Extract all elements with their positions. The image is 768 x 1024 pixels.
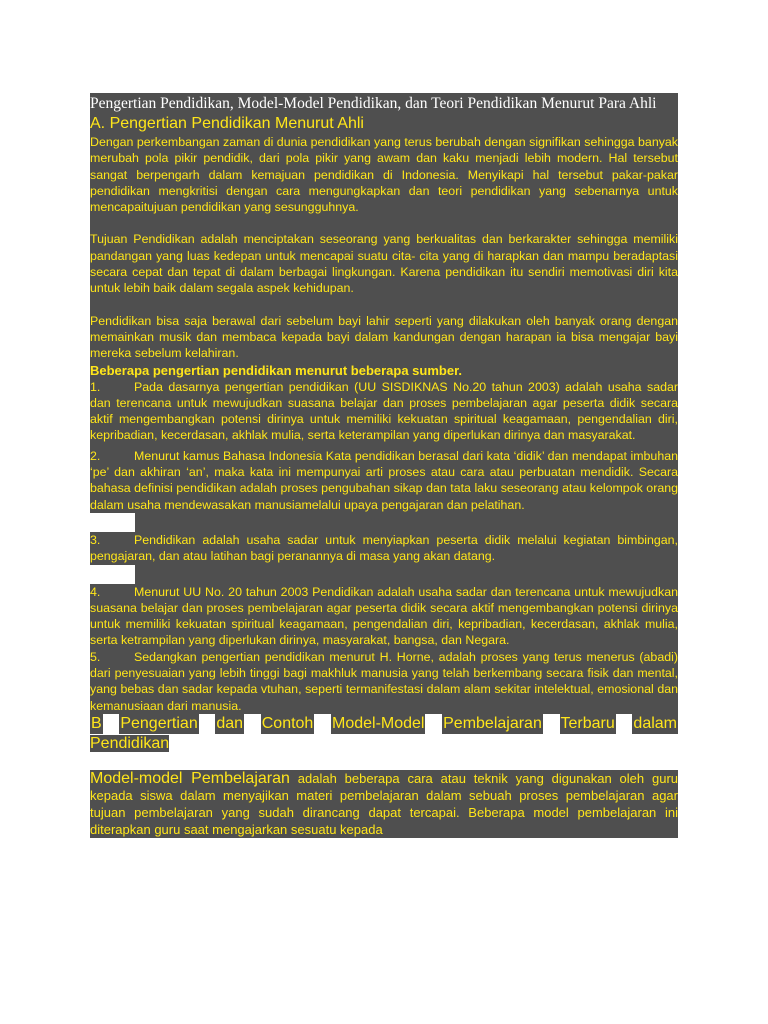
model-lead-term: Model-model Pembelajaran <box>90 769 290 787</box>
paragraph-gap <box>90 215 678 231</box>
section-b-heading <box>90 714 678 734</box>
list-item-number: 2. <box>90 448 101 463</box>
section-b-word: Pengertian <box>120 714 198 732</box>
list-item-number: 5. <box>90 649 101 664</box>
section-a-heading: A. Pengertian Pendidikan Menurut Ahli <box>90 114 678 134</box>
blank-line <box>90 513 678 532</box>
section-b-word: Terbaru <box>560 714 615 732</box>
list-item-text: Pada dasarnya pengertian pendidikan (UU SISDIKNAS No.20 tahun 2003) adalah usaha sadar dan terencana untuk mewujudkan suasana belajar dan proses pembelajaran agar peserta didik secara aktif mengembangkan potensi dirinya untuk memiliki kekuatan spiritual keagamaan, pengendalian diri, kepribadian, kecerdasan, akhlak mulia, serta keterampilan yang diperlukan dirinya dan masyarakat. <box>90 379 678 443</box>
list-item <box>90 649 678 714</box>
list-item-number: 1. <box>90 379 101 394</box>
list-item <box>90 379 678 444</box>
list-item <box>90 584 678 649</box>
list-item <box>90 448 678 513</box>
document-page <box>90 93 678 838</box>
list-item-number: 3. <box>90 532 101 547</box>
list-item-text: Menurut UU No. 20 tahun 2003 Pendidikan adalah usaha sadar dan terencana untuk mewujudkan suasana belajar dan proses pembelajaran agar peserta didik secara aktif mengembangkan potensi dirinya untuk memiliki kekuatan spiritual keagamaan, pengendalian diri, kepribadian, kecerdasan, akhlak mulia, serta ketrampilan yang diperlukan dirinya, masyarakat, bangsa, dan Negara. <box>90 584 678 648</box>
section-gap <box>90 754 678 770</box>
paragraph-bayi: Pendidikan bisa saja berawal dari sebelum bayi lahir seperti yang dilakukan oleh banyak orang dengan memainkan musik dan membaca kepada bayi dalam kandungan dengan harapan ia bisa mengajar bayi mereka sebelum kelahiran. <box>90 313 678 361</box>
paragraph-tujuan: Tujuan Pendidikan adalah menciptakan seseorang yang berkualitas dan berkarakter sehingga memiliki pandangan yang luas kedepan untuk mencapai suatu cita- cita yang di harapkan dan mampu beradaptasi secara cepat dan tepat di dalam berbagai lingkungan. Karena pendidikan itu sendiri memotivasi diri kita untuk lebih baik dalam segala aspek kehidupan. <box>90 232 678 296</box>
white-block <box>90 565 135 584</box>
list-item-text: Menurut kamus Bahasa Indonesia Kata pendidikan berasal dari kata ‘didik’ dan mendapat imbuhan ‘pe’ dan akhiran ‘an’, maka kata ini mempunyai arti proses atau cara atau perbuatan mendidik. Secara bahasa definisi pendidikan adalah proses pengubahan sikap dan tata laku seseorang atau kelompok orang dalam usaha mendewasakan manusiamelalui upaya pengajaran dan pelatihan. <box>90 448 678 512</box>
white-block <box>90 513 135 532</box>
paragraph-gap <box>90 297 678 313</box>
model-text: adalah beberapa cara atau teknik yang digunakan oleh guru kepada siswa dalam menyajikan materi pembelajaran dalam sebuah proses pembelajaran agar tujuan pembelajaran yang sudah dirancang dapat tercapai. Beberapa model pembelajaran ini diterapkan guru saat mengajarkan sesuatu kepada <box>90 770 679 837</box>
document-title: Pengertian Pendidikan, Model-Model Pendidikan, dan Teori Pendidikan Menurut Para Ahli <box>90 93 678 114</box>
section-b-word: Pembelajaran <box>443 714 542 732</box>
section-b-word: dan <box>216 714 244 732</box>
list-item-text: Sedangkan pengertian pendidikan menurut H. Horne, adalah proses yang terus menerus (abadi) dari penyesuaian yang lebih tinggi bagi makhluk manusia yang telah berkembang secara fisik dan mental, yang bebas dan sadar kepada vtuhan, seperti termanifestasi dalam alam sekitar intelektual, emosional dan kemanusiaan dari manusia. <box>90 649 678 713</box>
subheading-definitions: Beberapa pengertian pendidikan menurut beberapa sumber. <box>90 362 678 379</box>
list-item-number: 4. <box>90 584 101 599</box>
list-item-text: Pendidikan adalah usaha sadar untuk menyiapkan peserta didik melalui kegiatan bimbingan, pengajaran, dan atau latihan bagi peranannya di masa yang akan datang. <box>90 532 678 564</box>
section-b-word: Contoh <box>261 714 314 732</box>
section-b-word: B <box>91 714 102 732</box>
section-b-word: Model-Model <box>331 714 425 732</box>
section-b-heading-cont <box>90 734 678 754</box>
list-item <box>90 532 678 565</box>
section-b-word: dalam <box>633 714 677 732</box>
section-b-word: Pendidikan <box>90 734 170 752</box>
blank-line <box>90 565 678 584</box>
paragraph-intro: Dengan perkembangan zaman di dunia pendidikan yang terus berubah dengan signifikan sehingga banyak merubah pola pikir pendidik, dari pola pikir yang awam dan kaku menjadi lebih modern. Hal tersebut sangat berpengarh dalam kemajuan pendidikan di Indonesia. Menyikapi hal tersebut pakar-pakar pendidikan mengkritisi dengan cara mengungkapkan dan teori pendidikan yang sebenarnya untuk mencapaitujuan pendidikan yang sesungguhnya. <box>90 135 678 215</box>
paragraph-model-pembelajaran <box>90 770 678 838</box>
